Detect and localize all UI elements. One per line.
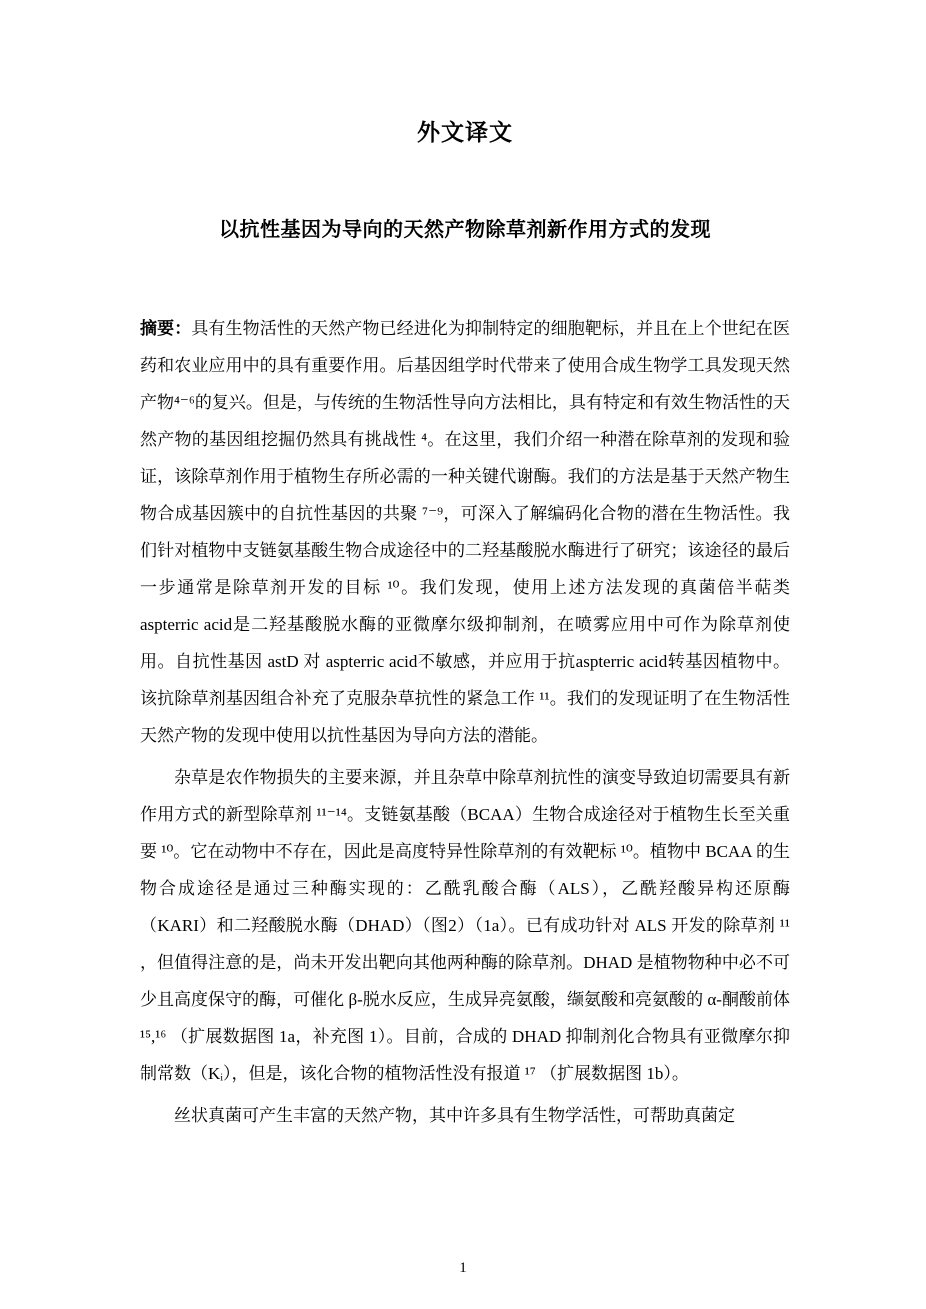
body-paragraph-weeds: 杂草是农作物损失的主要来源，并且杂草中除草剂抗性的演变导致迫切需要具有新作用方式的新型除草剂 ¹¹⁻¹⁴。支链氨基酸（BCAA）生物合成途径对于植物生长至关重要 ¹⁰。它在动物中不存在，因此是高度特异性除草剂的有效靶标 ¹⁰。植物中 BCAA 的生物合成途径是通过三种酶实现的：乙酰乳酸合酶（ALS），乙酰羟酸异构还原酶（KARI）和二羟酸脱水酶（DHAD）（图2）（1a）。已有成功针对 ALS 开发的除草剂 ¹¹ ，但值得注意的是，尚未开发出靶向其他两种酶的除草剂。DHAD 是植物物种中必不可少且高度保守的酶，可催化 β-脱水反应，生成异亮氨酸，缬氨酸和亮氨酸的 α-酮酸前体 ¹⁵,¹⁶ （扩展数据图 1a，补充图 1）。目前，合成的 DHAD 抑制剂化合物具有亚微摩尔抑制常数（Kᵢ），但是，该化合物的植物活性没有报道 ¹⁷ （扩展数据图 1b）。 [140,768,790,1083]
abstract-paragraph [140,310,790,754]
body-paragraph-fungi: 丝状真菌可产生丰富的天然产物，其中许多具有生物学活性，可帮助真菌定 [174,1106,735,1125]
abstract-body: 具有生物活性的天然产物已经进化为抑制特定的细胞靶标，并且在上个世纪在医药和农业应用中的具有重要作用。后基因组学时代带来了使用合成生物学工具发现天然产物⁴⁻⁶的复兴。但是，与传统的生物活性导向方法相比，具有特定和有效生物活性的天然产物的基因组挖掘仍然具有挑战性 ⁴。在这里，我们介绍一种潜在除草剂的发现和验证，该除草剂作用于植物生存所必需的一种关键代谢酶。我们的方法是基于天然产物生物合成基因簇中的自抗性基因的共聚 ⁷⁻⁹，可深入了解编码化合物的潜在生物活性。我们针对植物中支链氨基酸生物合成途径中的二羟基酸脱水酶进行了研究；该途径的最后一步通常是除草剂开发的目标 ¹⁰。我们发现，使用上述方法发现的真菌倍半萜类aspterric acid是二羟基酸脱水酶的亚微摩尔级抑制剂，在喷雾应用中可作为除草剂使用。自抗性基因 astD 对 aspterric acid不敏感，并应用于抗aspterric acid转基因植物中。该抗除草剂基因组合补充了克服杂草抗性的紧急工作 ¹¹。我们的发现证明了在生物活性天然产物的发现中使用以抗性基因为导向方法的潜能。 [140,319,791,745]
page-number: 1 [459,1260,467,1276]
document-title: 外文译文 [417,119,513,145]
abstract-label: 摘要： [140,319,192,338]
article-title: 以抗性基因为导向的天然产物除草剂新作用方式的发现 [219,219,711,241]
